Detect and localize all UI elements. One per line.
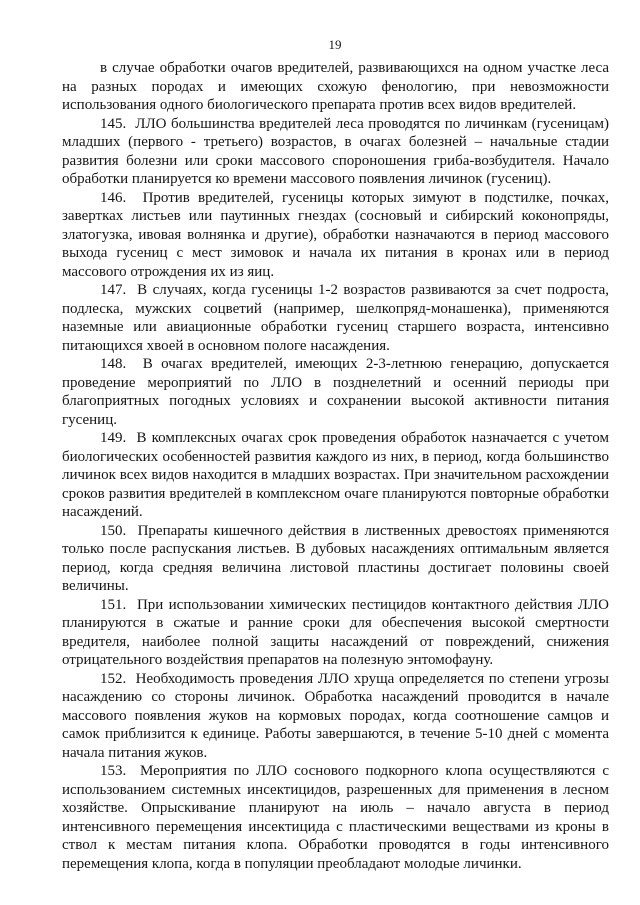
paragraph-153: 153. Мероприятия по ЛЛО соснового подкорного клопа осуществляются с использованием системных инсектицидов, разрешенных для применения в лесном хозяйстве. Опрыскивание планируют на июль – начало августа в период интенсивного перемещения инсектицида с пластическими веществами из кроны в ствол к местам питания клопа. Обработки проводятся в годы интенсивного перемещения клопа, когда в популяции преобладают молодые личинки. xyxy=(62,763,609,872)
paragraph-148: 148. В очагах вредителей, имеющих 2-3-летнюю генерацию, допускается проведение мероприятий по ЛЛО в позднелетний и осенний периоды при благоприятных погодных условиях и сохранении высокой активности питания гусениц. xyxy=(62,356,609,428)
paragraph-151: 151. При использовании химических пестицидов контактного действия ЛЛО планируются в сжатые и ранние сроки для обеспечения высокой смертности вредителя, наиболее полной защиты насаждений от повреждений, снижения отрицательного воздействия препаратов на полезную энтомофауну. xyxy=(62,596,609,668)
paragraph-152: 152. Необходимость проведения ЛЛО хруща определяется по степени угрозы насаждению со стороны личинок. Обработка насаждений проводится в начале массового появления жуков на кормовых породах, когда соотношение самцов и самок приблизится к единице. Работы завершаются, в течение 5-10 дней с момента начала питания жуков. xyxy=(62,670,609,761)
page-number: 19 xyxy=(328,37,342,52)
document-body xyxy=(62,59,609,873)
paragraph-150: 150. Препараты кишечного действия в лиственных древостоях применяются только после распускания листьев. В дубовых насаждениях оптимальным является период, когда средняя величина листовой пластины достигает половины своей величины. xyxy=(62,522,609,594)
paragraph-146: 146. Против вредителей, гусеницы которых зимуют в подстилке, почках, завертках листьев или паутинных гнездах (сосновый и сибирский коконопряды, златогузка, ивовая волнянка и другие), обработки назначаются в период массового выхода гусениц с мест зимовок и начала их питания в кронах или в период массового отрождения их из яиц. xyxy=(62,189,609,280)
paragraph-147: 147. В случаях, когда гусеницы 1-2 возрастов развиваются за счет подроста, подлеска, мужских соцветий (например, шелкопряд-монашенка), применяются наземные или авиационные обработки гусениц старшего возраста, интенсивно питающихся хвоей в основном пологе насаждения. xyxy=(62,282,609,354)
paragraph-149: 149. В комплексных очагах срок проведения обработок назначается с учетом биологических особенностей развития каждого из них, в период, когда большинство личинок всех видов находится в младших возрастах. При значительном расхождении сроков развития вредителей в комплексном очаге планируются повторные обработки насаждений. xyxy=(62,430,609,520)
paragraph-continuation: в случае обработки очагов вредителей, развивающихся на одном участке леса на разных породах и имеющих схожую фенологию, при невозможности использования одного биологического препарата против всех видов вредителей. xyxy=(62,60,609,113)
paragraph-145: 145. ЛЛО большинства вредителей леса проводятся по личинкам (гусеницам) младших (первого - третьего) возрастов, в очагах болезней – начальные стадии развития болезни или сроки массового спороношения гриба-возбудителя. Начало обработки планируется ко времени массового появления личинок (гусениц). xyxy=(62,115,609,187)
